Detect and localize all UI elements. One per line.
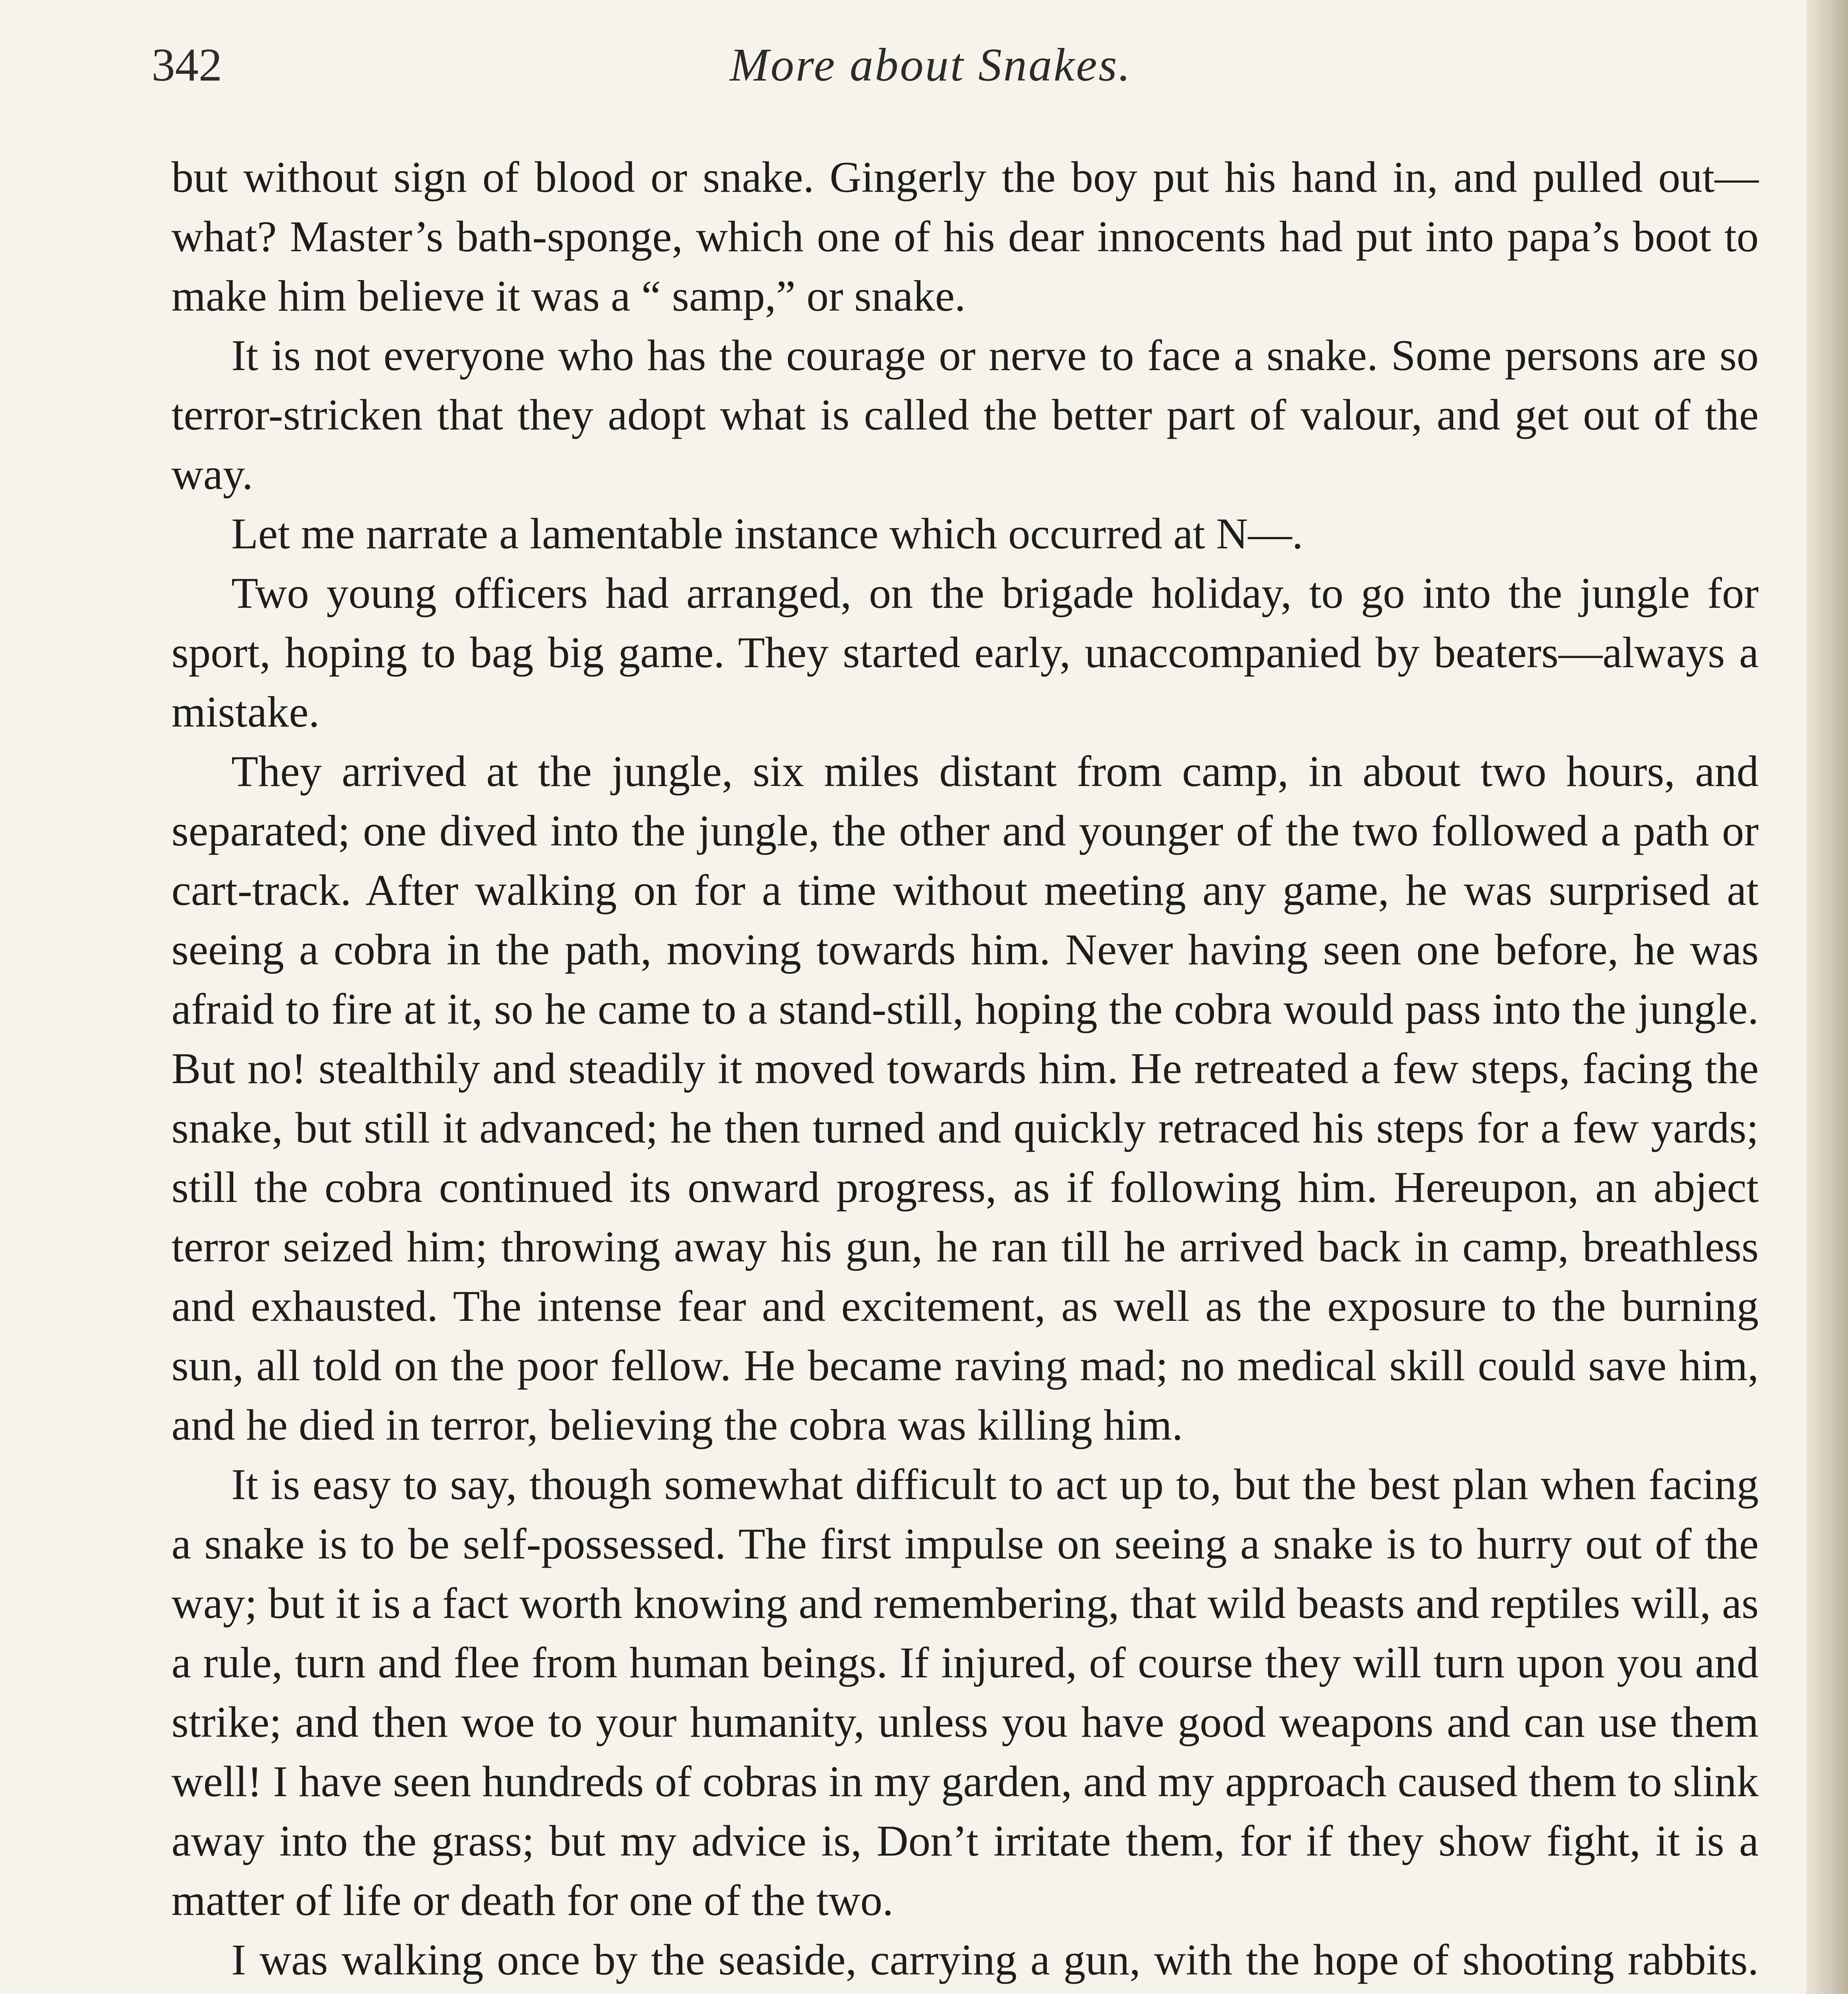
page-header xyxy=(152,38,1783,102)
paragraph: Let me narrate a lamentable instance which occurred at N—. xyxy=(231,509,1303,558)
paragraph: I was walking once by the seaside, carrying a gun, with the hope of shooting rabbits. xyxy=(231,1935,1759,1984)
paragraph: but without sign of blood or snake. Gingerly the boy put his hand in, and pulled out—what? Master’s bath-sponge, which one of his dear innocents had put into papa’s boot to make him believe it was a “ samp,” or snake. xyxy=(171,153,1759,320)
page-number: 342 xyxy=(152,39,222,91)
paragraph: Two young officers had arranged, on the brigade holiday, to go into the jungle for sport, hoping to bag big game. They started early, unaccompanied by beaters—always a mistake. xyxy=(171,569,1759,736)
running-title: More about Snakes. xyxy=(730,39,1132,91)
body-text xyxy=(171,148,1759,1994)
paragraph: It is not everyone who has the courage or nerve to face a snake. Some persons are so terror-stricken that they adopt what is called the better part of valour, and get out of the way. xyxy=(171,331,1759,498)
page-edge xyxy=(1807,0,1848,1994)
paragraph: It is easy to say, though somewhat difficult to act up to, but the best plan when facing a snake is to be self-possessed. The first impulse on seeing a snake is to hurry out of the way; but it is a fact worth knowing and remembering, that wild beasts and reptiles will, as a rule, turn and flee from human beings. If injured, of course they will turn upon you and strike; and then woe to your humanity, unless you have good weapons and can use them well! I have seen hundreds of cobras in my garden, and my approach caused them to slink away into the grass; but my advice is, Don’t irritate them, for if they show fight, it is a matter of life or death for one of the two. xyxy=(171,1460,1759,1925)
paragraph: They arrived at the jungle, six miles distant from camp, in about two hours, and separated; one dived into the jungle, the other and younger of the two followed a path or cart-track. After walking on for a time without meeting any game, he was surprised at seeing a cobra in the path, moving towards him. Never having seen one before, he was afraid to fire at it, so he came to a stand-still, hoping the cobra would pass into the jungle. But no! stealthily and steadily it moved towards him. He retreated a few steps, facing the snake, but still it advanced; he then turned and quickly retraced his steps for a few yards; still the cobra continued its onward progress, as if following him. Hereupon, an abject terror seized him; throwing away his gun, he ran till he arrived back in camp, breathless and exhausted. The intense fear and excitement, as well as the exposure to the burning sun, all told on the poor fellow. He became raving mad; no medical skill could save him, and he died in terror, believing the cobra was killing him. xyxy=(171,747,1759,1449)
